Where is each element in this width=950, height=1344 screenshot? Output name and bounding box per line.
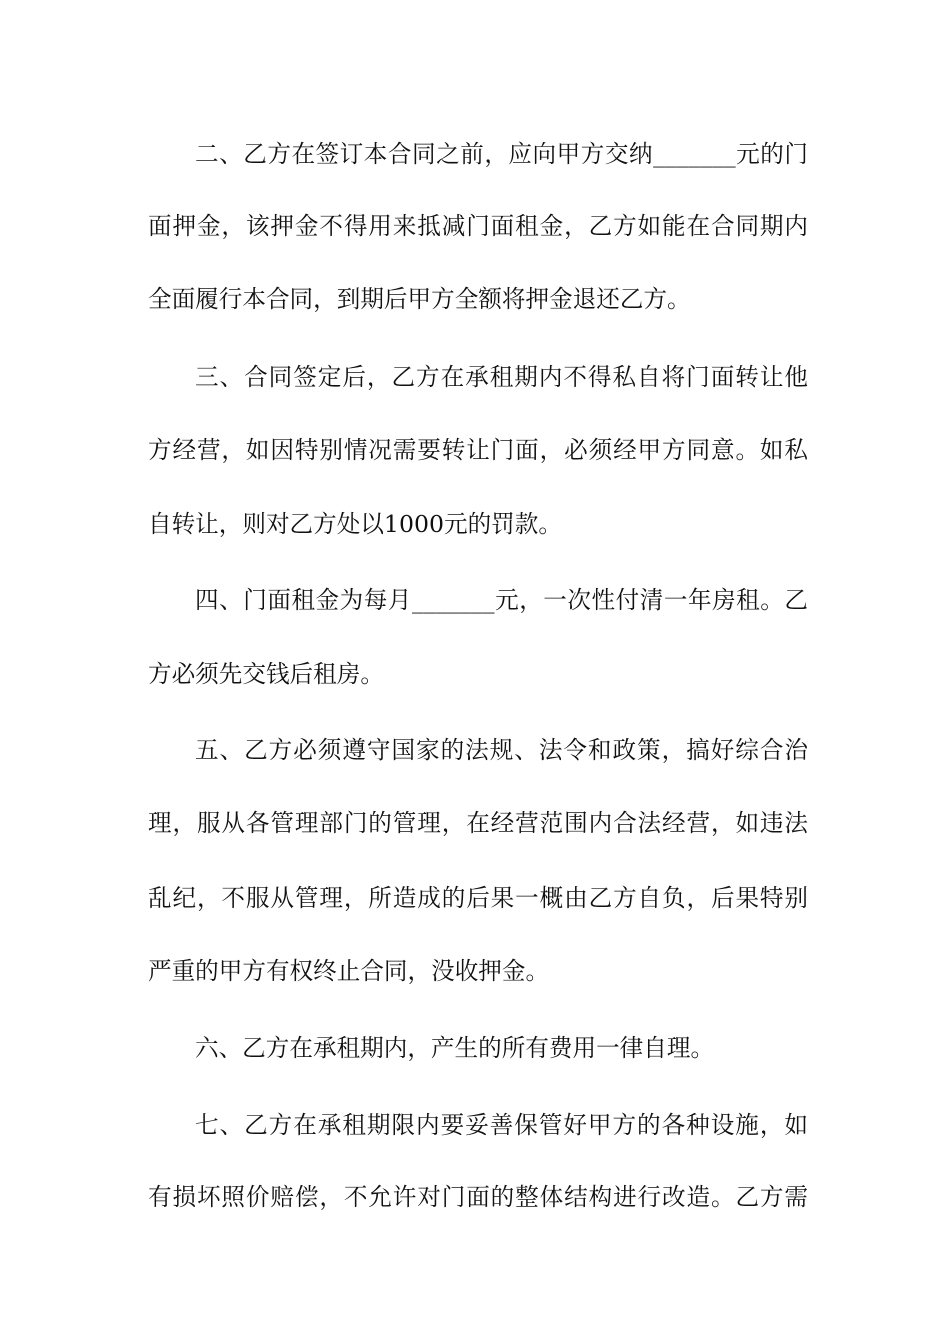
clause-3-line-3: 自转让，则对乙方处以1000元的罚款。 [148,510,562,538]
clause-3-line-1: 三、合同签定后，乙方在承租期内不得私自将门面转让他 [195,363,808,391]
clause-5-line-3: 乱纪，不服从管理，所造成的后果一概由乙方自负，后果特别 [148,884,808,912]
clause-2-line-3: 全面履行本合同，到期后甲方全额将押金退还乙方。 [148,285,691,313]
clause-7-line-2: 有损坏照价赔偿，不允许对门面的整体结构进行改造。乙方需 [148,1183,808,1211]
clause-5-line-1: 五、乙方必须遵守国家的法规、法令和政策，搞好综合治 [195,736,808,764]
clause-7-line-1: 七、乙方在承租期限内要妥善保管好甲方的各种设施，如 [195,1111,808,1139]
clause-6-line-1: 六、乙方在承租期内，产生的所有费用一律自理。 [195,1034,715,1062]
clause-2-line-2: 面押金，该押金不得用来抵减门面租金，乙方如能在合同期内 [148,212,808,240]
clause-3-line-2: 方经营，如因特别情况需要转让门面，必须经甲方同意。如私 [148,436,808,464]
clause-2-line-1: 二、乙方在签订本合同之前，应向甲方交纳_______元的门 [195,140,808,168]
clause-4-line-2: 方必须先交钱后租房。 [148,660,384,688]
clause-5-line-2: 理，服从各管理部门的管理，在经营范围内合法经营，如违法 [148,809,808,837]
clause-4-line-1: 四、门面租金为每月_______元，一次性付清一年房租。乙 [195,586,808,614]
clause-5-line-4: 严重的甲方有权终止合同，没收押金。 [148,957,550,985]
